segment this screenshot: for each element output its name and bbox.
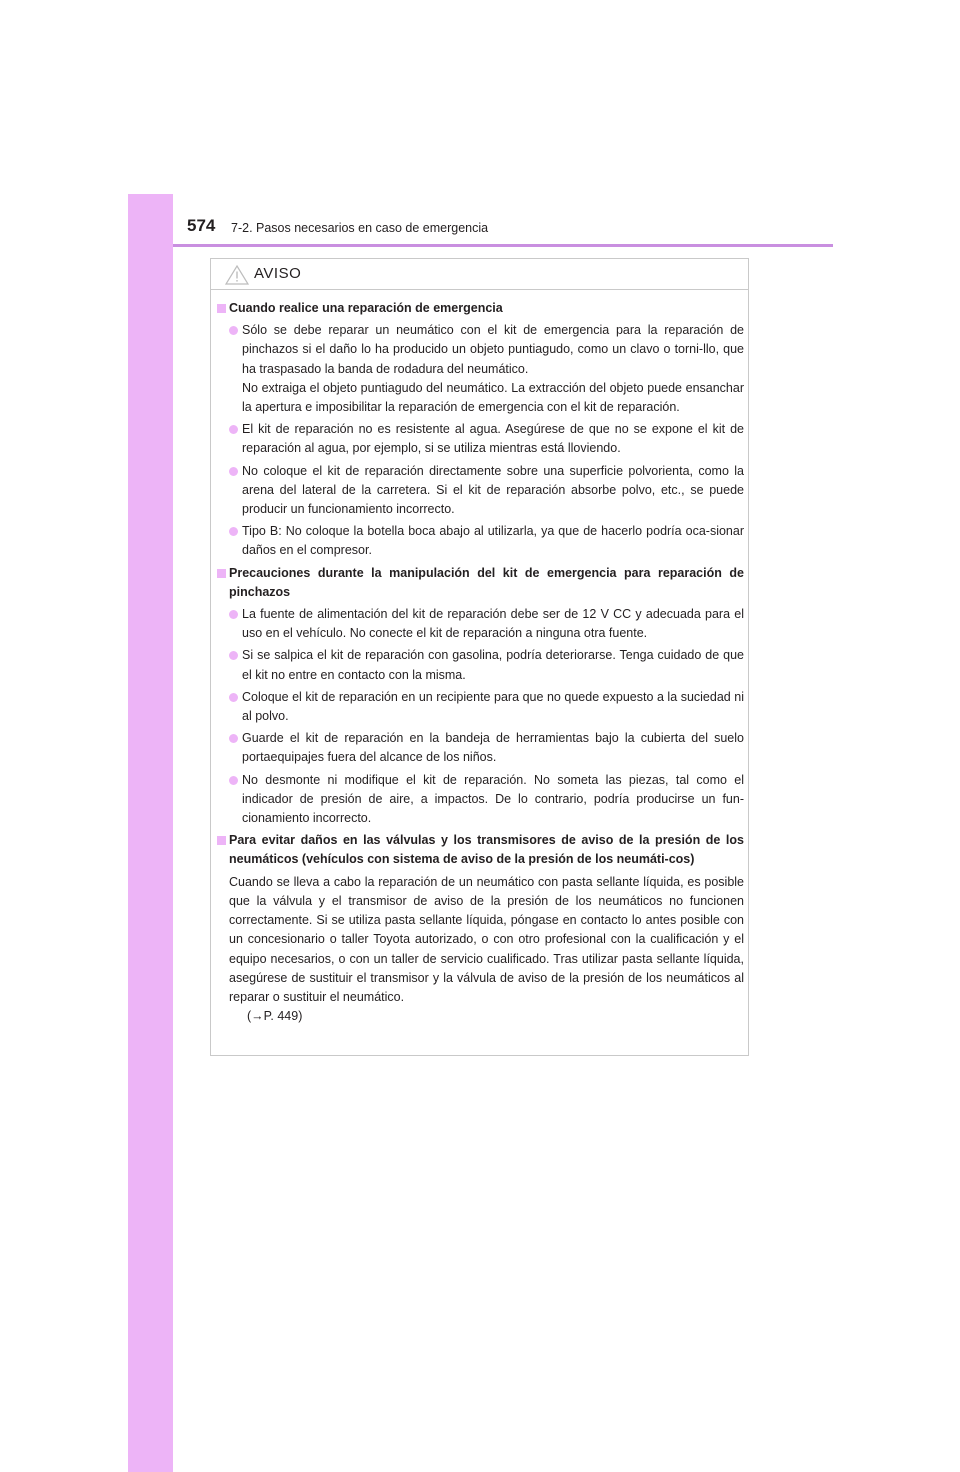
bullet-item: No desmonte ni modifique el kit de reparación. No someta las piezas, tal como el indicador de presión de aire, a impactos. De lo contrario, podría producirse un fun-cionamiento incorrecto. (217, 771, 744, 829)
warning-triangle-icon (225, 265, 249, 285)
square-bullet-icon (217, 836, 226, 845)
page-number: 574 (187, 216, 216, 235)
bullet-item: Guarde el kit de reparación en la bandeja de herramientas bajo la cubierta del suelo portaequipajes fuera del alcance de los niños. (217, 729, 744, 767)
round-bullet-icon (229, 651, 238, 660)
bullet-item: No coloque el kit de reparación directamente sobre una superficie polvorienta, como la arena del lateral de la carretera. Si el kit de reparación absorbe polvo, etc., se puede producir un funcionamiento incorrecto. (217, 462, 744, 520)
square-bullet-icon (217, 304, 226, 313)
page-reference: (→P. 449) (247, 1009, 303, 1024)
warning-label: AVISO (254, 265, 302, 282)
round-bullet-icon (229, 610, 238, 619)
round-bullet-icon (229, 326, 238, 335)
header-divider (173, 244, 833, 247)
warning-box (210, 258, 749, 1056)
section-paragraph: Cuando se lleva a cabo la reparación de un neumático con pasta sellante líquida, es posible que la válvula y el transmisor de aviso de la presión de los neumáticos no funcionen correctamente. Si se utiliza pasta sellante líquida, póngase en contacto lo antes posible con un concesionario o taller Toyota autorizado, o con otro profesional con la cualificación y el equipo necesarios, o con un taller de servicio cualificado. Tras utilizar pasta sellante líquida, asegúrese de sustituir el transmisor y la válvula de aviso de la presión de los neumáticos al reparar o sustituir el neumático. (→P. 449) (217, 873, 744, 1027)
round-bullet-icon (229, 776, 238, 785)
round-bullet-icon (229, 734, 238, 743)
section-heading: Precauciones durante la manipulación del kit de emergencia para reparación de pinchazos (217, 564, 744, 602)
bullet-item: Sólo se debe reparar un neumático con el kit de emergencia para la reparación de pinchazos si el daño lo ha producido un objeto puntiagudo, como un clavo o torni-llo, que ha traspasado la banda de rodadura del neumático. No extraiga el objeto puntiagudo del neumático. La extracción del objeto puede ensanchar la apertura e imposibilitar la reparación de emergencia con el kit de reparación. (217, 321, 744, 417)
bullet-item: Si se salpica el kit de reparación con gasolina, podría deteriorarse. Tenga cuidado de que el kit no entre en contacto con la misma. (217, 646, 744, 684)
bullet-item: Coloque el kit de reparación en un recipiente para que no quede expuesto a la suciedad ni al polvo. (217, 688, 744, 726)
section-heading: Cuando realice una reparación de emergencia (217, 299, 744, 318)
warning-header (211, 259, 748, 290)
round-bullet-icon (229, 693, 238, 702)
round-bullet-icon (229, 467, 238, 476)
bullet-item: La fuente de alimentación del kit de reparación debe ser de 12 V CC y adecuada para el uso en el vehículo. No conecte el kit de reparación a ninguna otra fuente. (217, 605, 744, 643)
chapter-tab-band (128, 194, 173, 1472)
square-bullet-icon (217, 569, 226, 578)
section-title: 7-2. Pasos necesarios en caso de emergencia (231, 221, 489, 235)
bullet-item: Tipo B: No coloque la botella boca abajo al utilizarla, ya que de hacerlo podría oca-sionar daños en el compresor. (217, 522, 744, 560)
round-bullet-icon (229, 425, 238, 434)
warning-content (217, 299, 744, 1029)
section-heading: Para evitar daños en las válvulas y los transmisores de aviso de la presión de los neumáticos (vehículos con sistema de aviso de la presión de los neumáti-cos) (217, 831, 744, 869)
bullet-item: El kit de reparación no es resistente al agua. Asegúrese de que no se expone el kit de reparación al agua, por ejemplo, si se utiliza mientras está lloviendo. (217, 420, 744, 458)
round-bullet-icon (229, 527, 238, 536)
